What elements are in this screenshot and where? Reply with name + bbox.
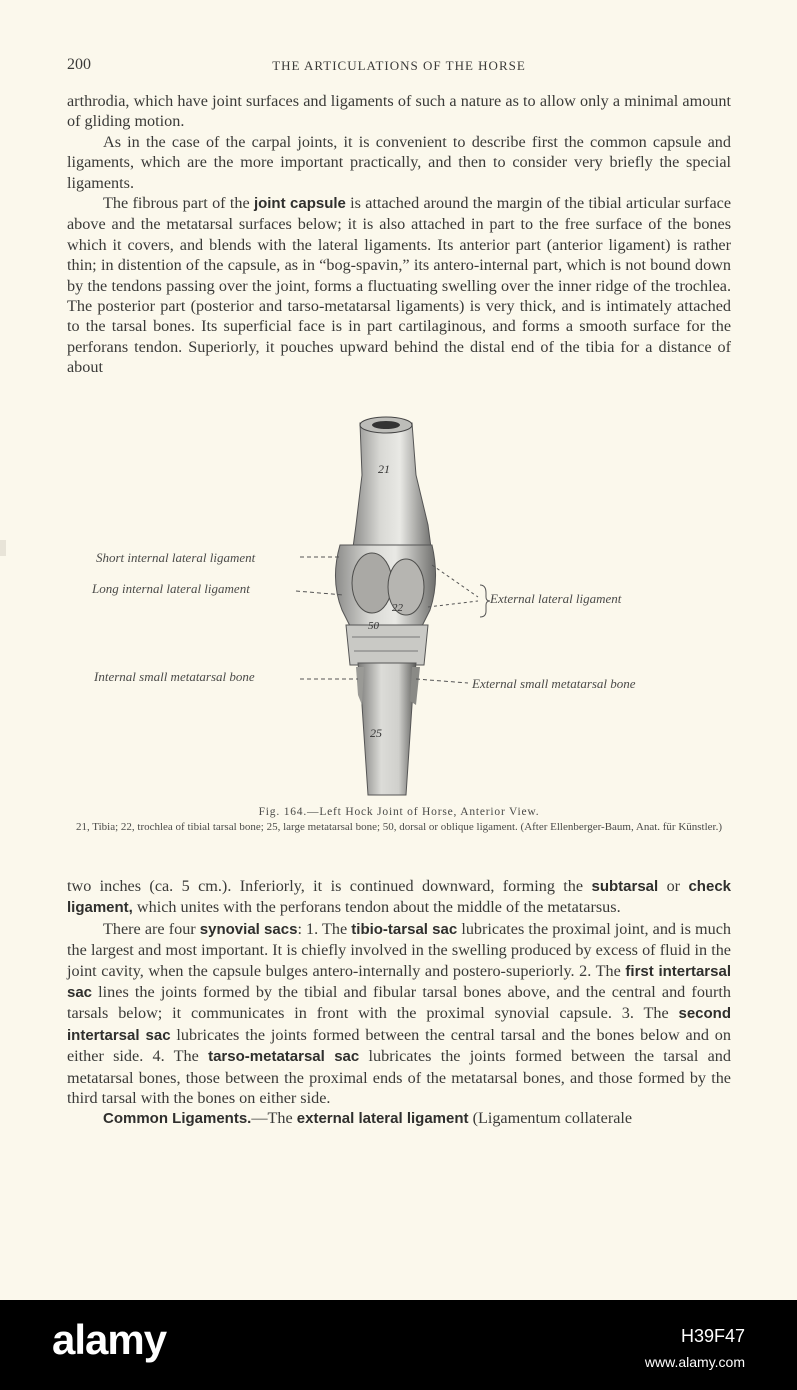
term-check-ligament: check ligament, xyxy=(67,878,732,917)
term-tarso-metatarsal-sac: tarso-metatarsal sac xyxy=(208,1048,360,1066)
figure-number-22: 22 xyxy=(392,602,403,614)
term-external-lateral-ligament: external lateral ligament xyxy=(296,1110,469,1128)
page-header xyxy=(67,56,731,76)
text-run: is attached around the margin of the tibial articular surface above and the metatarsal surfaces below; it is also attached in part to the free surface of the bones which it covers, and blends with the lateral ligaments. Its anterior part (anterior ligament) is rather thin; in distention of the capsule, as in “bog-spavin,” its antero-internal part, which is not bound down by the tendons passing over the joint, forms a fluctuating swelling over the inner ridge of the trochlea. The posterior part (posterior and tarso-metatarsal ligaments) is very thick, and is intimately attached to the tarsal bones. Its superficial face is in part cartilaginous, and forms a smooth surface for the perforans tendon. Superiorly, it pouches upward behind the distal end of the tibia for a distance of about xyxy=(67,194,732,377)
text-run: lubricates the joints formed between the tarsal and metatarsal bones, those between the proximal ends of the metatarsal bones, and those formed by the third tarsal with the bones on either side. xyxy=(67,1047,731,1108)
text-run: (Ligamentum collaterale xyxy=(468,1109,633,1128)
paragraph xyxy=(67,193,731,378)
term-synovial-sacs: synovial sacs xyxy=(199,920,298,938)
paragraph: arthrodia, which have joint surfaces and ligaments of such a nature as to allow only a minimal amount of gliding motion. xyxy=(67,92,731,131)
site-url: www.alamy.com xyxy=(644,1354,745,1370)
text-run: —The xyxy=(251,1109,297,1128)
text-run: lines the joints formed by the tibial and fibular tarsal bones above, and the central and fourth tarsals below; it communicates in front with the proximal synovial capsule. 3. The xyxy=(67,983,731,1023)
scan-edge-mark xyxy=(0,540,6,556)
text-run: : 1. The xyxy=(297,919,352,938)
figure-number-21: 21 xyxy=(378,462,390,476)
paragraph xyxy=(67,876,731,919)
figure-number-25: 25 xyxy=(370,726,382,740)
label-external-lateral-ligament: External lateral ligament xyxy=(490,591,622,606)
page-number: 200 xyxy=(67,56,91,73)
caption-body: 21, Tibia; 22, trochlea of tibial tarsal bone; 25, large metatarsal bone; 50, dorsal or oblique ligament. (After Ellenberger-Baum, Anat. für Künstler.) xyxy=(75,821,723,833)
label-short-internal-lateral-ligament: Short internal lateral ligament xyxy=(96,550,256,565)
text-run: lubricates the proximal joint, and is much the largest and most important. It is chiefly involved in the swelling produced by excess of fluid in the joint cavity, when the capsule bulges antero-internally and postero-superiorly. 2. The xyxy=(67,919,731,980)
text-run: which unites with the perforans tendon about the middle of the metatarsus. xyxy=(132,898,621,917)
term-second-intertarsal-sac: second intertarsal sac xyxy=(67,1005,731,1044)
term-first-intertarsal-sac: first intertarsal sac xyxy=(67,962,731,1002)
label-external-small-metatarsal-bone: External small metatarsal bone xyxy=(472,676,636,691)
text-run: two inches (ca. 5 cm.). Inferiorly, it is continued downward, forming the xyxy=(67,877,592,895)
text-run: The fibrous part of the xyxy=(103,194,254,213)
label-long-internal-lateral-ligament: Long internal lateral ligament xyxy=(92,581,250,596)
body-text-bottom xyxy=(67,876,731,1130)
term-joint-capsule: joint capsule xyxy=(253,195,346,213)
paragraph xyxy=(67,919,731,1109)
heading-common-ligaments: Common Ligaments. xyxy=(103,1110,252,1128)
figure-number-50: 50 xyxy=(368,620,379,632)
figure-hock-joint xyxy=(0,405,797,805)
text-run: lubricates the joints formed between the central tarsal and the bones below and on either side. 4. The xyxy=(67,1025,731,1066)
caption-title: Fig. 164.—Left Hock Joint of Horse, Anterior View. xyxy=(258,806,540,818)
term-subtarsal: subtarsal xyxy=(591,878,659,895)
paragraph xyxy=(67,1108,731,1129)
paragraph: As in the case of the carpal joints, it is convenient to describe first the common capsule and ligaments, which are the more important practically, and then to consider very briefly the special ligaments. xyxy=(67,132,731,192)
label-internal-small-metatarsal-bone: Internal small metatarsal bone xyxy=(94,669,255,684)
running-title: THE ARTICULATIONS OF THE HORSE xyxy=(272,58,526,73)
body-text-top xyxy=(67,91,731,378)
text-run: or xyxy=(658,877,689,895)
text-run: There are four xyxy=(103,919,200,938)
stock-watermark-footer xyxy=(0,1300,797,1390)
hock-joint-illustration xyxy=(0,405,797,805)
term-tibio-tarsal-sac: tibio-tarsal sac xyxy=(351,920,458,938)
alamy-logo: alamy xyxy=(52,1316,167,1363)
image-code: H39F47 xyxy=(680,1326,745,1346)
figure-caption xyxy=(67,805,731,835)
